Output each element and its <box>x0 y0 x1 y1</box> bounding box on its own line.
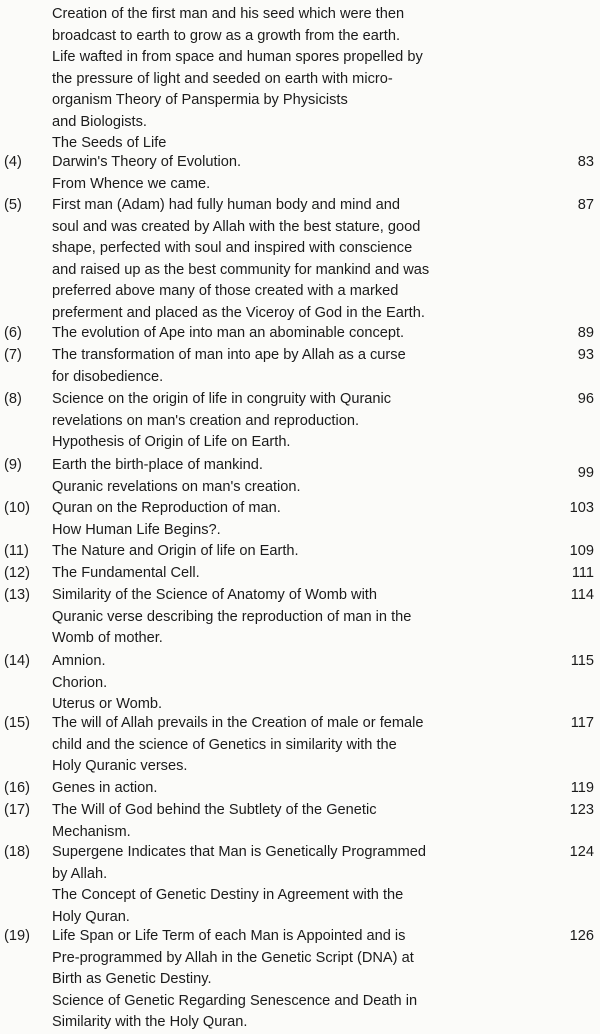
entry-line: Hypothesis of Origin of Life on Earth. <box>52 434 291 450</box>
entry-line: Darwin's Theory of Evolution. <box>52 154 242 170</box>
entry-line: Holy Quranic verses. <box>52 758 188 774</box>
entry-line: preferment and placed as the Viceroy of God in the Earth. <box>52 304 425 321</box>
entry-number: (7) <box>4 347 22 363</box>
entry-line: Science on the origin of life in congruity with Quranic <box>52 391 392 407</box>
entry-text <box>52 778 520 800</box>
entry-page-number: 114 <box>570 587 594 603</box>
entry-text <box>52 195 520 324</box>
entry-line: Similarity with the Holy Quran. <box>52 1014 248 1030</box>
entry-page-number: 123 <box>569 802 594 818</box>
entry-line: Birth as Genetic Destiny. <box>52 971 212 987</box>
entry-line: From Whence we came. <box>52 175 211 192</box>
entry-line: Quranic revelations on man's creation. <box>52 478 301 495</box>
entry-page-number: 119 <box>570 780 594 796</box>
entry-line: The evolution of Ape into man an abominable concept. <box>52 325 405 341</box>
entry-page-number: 117 <box>570 715 594 731</box>
entry-line: for disobedience. <box>52 368 164 385</box>
entry-line: Pre-programmed by Allah in the Genetic Script (DNA) at <box>52 949 414 966</box>
entry-line: Creation of the first man and his seed which were then <box>52 6 405 22</box>
entry-text <box>52 345 520 388</box>
entry-page-number: 83 <box>577 154 594 170</box>
entry-text <box>52 455 520 498</box>
entry-text <box>52 926 520 1034</box>
entry-line: The will of Allah prevails in the Creation of male or female <box>52 715 424 731</box>
entry-number: (4) <box>4 154 22 170</box>
entry-line: organism Theory of Panspermia by Physicists <box>52 92 348 108</box>
entry-line: Supergene Indicates that Man is Genetically Programmed <box>52 844 426 860</box>
entry-page-number: 111 <box>571 565 594 581</box>
entry-number: (11) <box>4 543 29 559</box>
entry-text <box>52 585 520 650</box>
entry-number: (17) <box>4 802 30 818</box>
entry-text <box>52 498 520 541</box>
entry-line: Holy Quran. <box>52 908 130 925</box>
entry-line: Earth the birth-place of mankind. <box>52 457 263 473</box>
entry-line: child and the science of Genetics in similarity with the <box>52 736 397 753</box>
entry-page-number: 99 <box>577 465 594 481</box>
entry-line: Mechanism. <box>52 823 131 840</box>
entry-number: (10) <box>4 500 30 516</box>
entry-page-number: 93 <box>577 347 594 363</box>
entry-line: soul and was created by Allah with the best stature, good <box>52 218 421 235</box>
entry-line: Similarity of the Science of Anatomy of Womb with <box>52 587 377 603</box>
entry-number: (15) <box>4 715 30 731</box>
entry-number: (18) <box>4 844 30 860</box>
entry-line: Chorion. <box>52 674 108 691</box>
entry-text <box>52 389 520 454</box>
entry-text <box>52 4 520 155</box>
entry-number: (5) <box>4 197 22 213</box>
entry-number: (14) <box>4 653 30 669</box>
entry-text <box>52 152 520 195</box>
entry-line: The Seeds of Life <box>52 135 167 151</box>
entry-line: Life wafted in from space and human spores propelled by <box>52 49 423 65</box>
entry-number: (8) <box>4 391 22 407</box>
entry-line: Life Span or Life Term of each Man is Appointed and is <box>52 928 406 944</box>
entry-line: Genes in action. <box>52 780 158 796</box>
entry-line: preferred above many of those created with a marked <box>52 283 399 299</box>
entry-number: (12) <box>4 565 30 581</box>
entry-page-number: 109 <box>569 543 594 559</box>
entry-line: The Will of God behind the Subtlety of the Genetic <box>52 802 377 818</box>
entry-line: and Biologists. <box>52 113 147 130</box>
entry-text <box>52 541 520 563</box>
entry-text <box>52 651 520 716</box>
entry-page-number: 103 <box>569 500 594 516</box>
entry-line: broadcast to earth to grow as a growth from the earth. <box>52 27 400 44</box>
entry-text <box>52 323 520 345</box>
entry-page-number: 96 <box>577 391 594 407</box>
entry-line: The Concept of Genetic Destiny in Agreement with the <box>52 887 404 903</box>
entry-text <box>52 842 520 928</box>
entry-line: Womb of mother. <box>52 630 163 646</box>
entry-page-number: 126 <box>569 928 594 944</box>
entry-page-number: 115 <box>570 653 594 669</box>
entry-page-number: 89 <box>577 325 594 341</box>
entry-number: (16) <box>4 780 30 796</box>
entry-line: by Allah. <box>52 865 108 882</box>
entry-line: Quran on the Reproduction of man. <box>52 500 281 516</box>
entry-line: Amnion. <box>52 653 106 669</box>
entry-line: Uterus or Womb. <box>52 696 163 712</box>
entry-line: revelations on man's creation and reproduction. <box>52 412 360 429</box>
entry-text <box>52 713 520 778</box>
entry-line: the pressure of light and seeded on earth with micro- <box>52 70 393 87</box>
entry-line: The Fundamental Cell. <box>52 565 200 581</box>
entry-page-number: 87 <box>577 197 594 213</box>
entry-line: Science of Genetic Regarding Senescence and Death in <box>52 992 418 1009</box>
entry-line: How Human Life Begins?. <box>52 521 221 538</box>
entry-line: shape, perfected with soul and inspired with conscience <box>52 240 413 256</box>
entry-text <box>52 800 520 843</box>
entry-line: Quranic verse describing the reproduction of man in the <box>52 608 412 625</box>
entry-line: The transformation of man into ape by Allah as a curse <box>52 347 406 363</box>
entry-line: and raised up as the best community for mankind and was <box>52 261 430 278</box>
entry-text <box>52 563 520 585</box>
entry-page-number: 124 <box>569 844 594 860</box>
entry-number: (13) <box>4 587 30 603</box>
entry-number: (19) <box>4 928 30 944</box>
entry-line: First man (Adam) had fully human body and mind and <box>52 197 400 213</box>
entry-line: The Nature and Origin of life on Earth. <box>52 543 299 559</box>
entry-number: (9) <box>4 457 22 473</box>
entry-number: (6) <box>4 325 22 341</box>
